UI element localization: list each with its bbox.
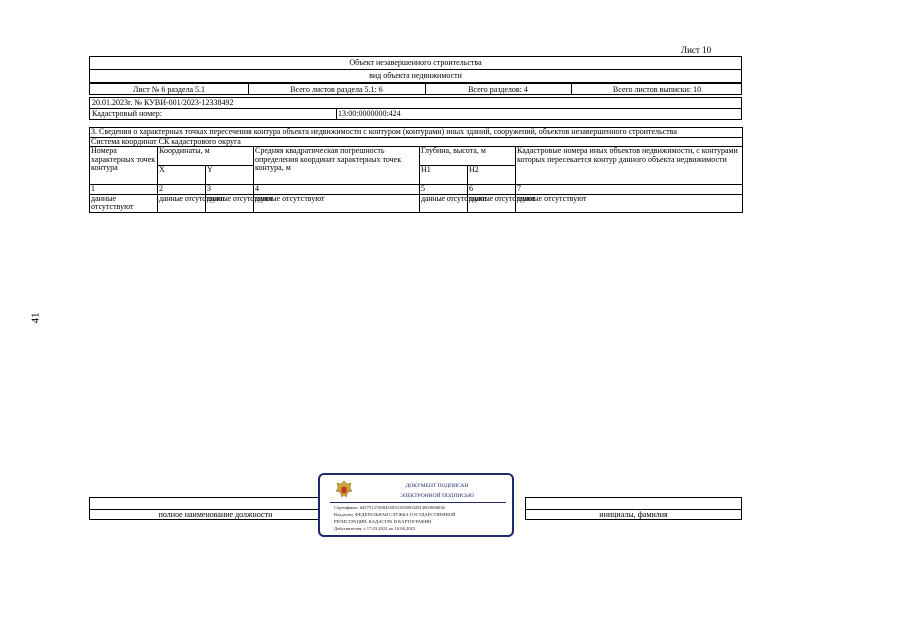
coord-system: Система координат СК кадастрового округа xyxy=(90,137,743,147)
col-error-header: Средняя квадратическая погрешность определения координат характерных точек контура, м xyxy=(254,147,420,185)
page-label: Лист 10 xyxy=(681,45,712,55)
stamp-line1: ДОКУМЕНТ ПОДПИСАН xyxy=(405,483,469,489)
col-coords-header: Координаты, м xyxy=(158,147,254,166)
object-type-row xyxy=(90,57,741,70)
cadastral-row xyxy=(90,109,741,120)
date-block xyxy=(89,97,742,120)
stamp-validity: Действителен: с 17.03.2022 по 10.06.2023 xyxy=(334,526,416,531)
cell-x: данные отсутствуют xyxy=(158,194,206,212)
col-depth-header: Глубина, высота, м xyxy=(420,147,516,166)
cell-y: данные отсутствуют xyxy=(206,194,254,212)
stamp-owner-line1: Владелец: ФЕДЕРАЛЬНАЯ СЛУЖБА ГОСУДАРСТВЕННОЙ xyxy=(334,512,456,517)
cadastral-number: 13:00:0000000:424 xyxy=(338,109,401,118)
cell-h1: данные отсутствуют xyxy=(420,194,468,212)
total-sheets-section: Всего листов раздела 5.1: 6 xyxy=(290,85,383,94)
col-y-header: Y xyxy=(206,166,254,185)
position-label: полное наименование должности xyxy=(158,510,273,519)
col-x-header: X xyxy=(158,166,206,185)
electronic-signature-stamp xyxy=(318,473,514,537)
object-subtitle-row xyxy=(90,70,741,83)
stamp-owner-line2: РЕГИСТРАЦИИ, КАДАСТРА И КАРТОГРАФИИ xyxy=(334,519,432,524)
section3-title: 3. Сведения о характерных точках пересечения контура объекта недвижимости с контуром (контурами) иных зданий, сооружений, объектов незавершенного строительства xyxy=(90,128,743,138)
col-number: 3 xyxy=(206,185,254,195)
side-page-number: 41 xyxy=(29,312,42,324)
stamp-line2: ЭЛЕКТРОННОЙ ПОДПИСЬЮ xyxy=(400,493,474,499)
col-number: 2 xyxy=(158,185,206,195)
col-number: 6 xyxy=(468,185,516,195)
total-sections: Всего разделов: 4 xyxy=(468,85,528,94)
col-points-header: Номера характерных точек контура xyxy=(90,147,158,185)
cell-error: данные отсутствуют xyxy=(254,194,420,212)
coat-of-arms-icon xyxy=(334,480,354,500)
col-h1-header: H1 xyxy=(420,166,468,185)
sheet-section: Лист № 6 раздела 5.1 xyxy=(132,85,206,94)
header-block xyxy=(89,56,742,83)
sheet-info-row xyxy=(89,83,742,95)
stamp-divider xyxy=(330,502,506,503)
stamp-certificate: Сертификат: 6457512740045583310920032813803698636 xyxy=(334,505,445,510)
table-row xyxy=(90,194,743,212)
col-number: 5 xyxy=(420,185,468,195)
cell-points: данные отсутствуют xyxy=(90,194,158,212)
object-subtitle: вид объекта недвижимости xyxy=(369,71,462,80)
object-type: Объект незавершенного строительства xyxy=(349,58,482,67)
column-number-row xyxy=(90,185,743,195)
col-number: 7 xyxy=(516,185,743,195)
name-label: инициалы, фамилия xyxy=(599,510,668,519)
total-sheets-extract: Всего листов выписки: 10 xyxy=(612,85,702,94)
col-h2-header: H2 xyxy=(468,166,516,185)
section3-table xyxy=(89,127,742,213)
col-number: 4 xyxy=(254,185,420,195)
date-number: 20.01.2023г. № КУВИ-001/2023-12338492 xyxy=(92,98,234,107)
cell-cadastral: данные отсутствуют xyxy=(516,194,743,212)
col-cadastral-header: Кадастровые номера иных объектов недвижимости, с контурами которых пересекается контур данного объекта недвижимости xyxy=(516,147,743,185)
cadastral-label: Кадастровый номер: xyxy=(92,109,162,118)
date-row xyxy=(90,98,741,109)
cell-h2: данные отсутствуют xyxy=(468,194,516,212)
col-number: 1 xyxy=(90,185,158,195)
